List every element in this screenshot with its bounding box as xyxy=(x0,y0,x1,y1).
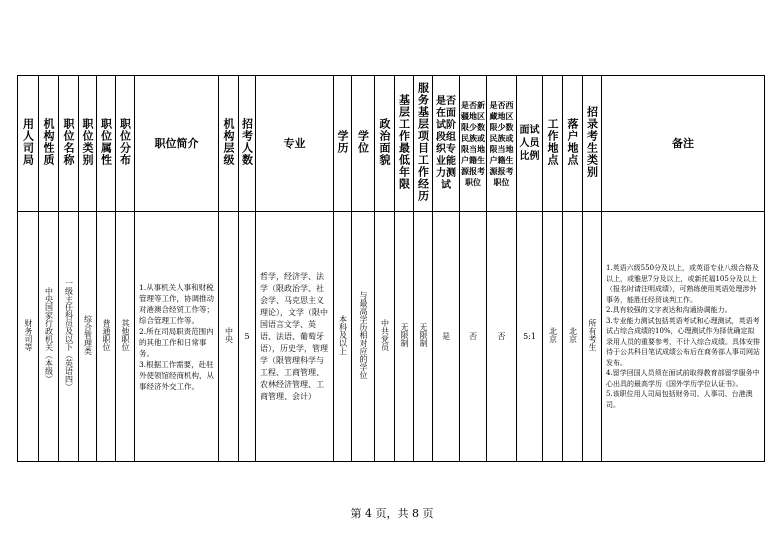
cell-text: 中共党员 xyxy=(380,319,390,351)
header-cell xyxy=(135,76,219,212)
header-label: 用人司局 xyxy=(21,118,35,166)
header-label: 职位简介 xyxy=(154,137,199,150)
header-cell xyxy=(97,76,116,212)
page-number: 第 4 页，共 8 页 xyxy=(350,507,434,520)
header-label: 面试人员比例 xyxy=(519,125,540,162)
header-cell xyxy=(334,76,352,212)
cell-text: 与最高学历相对应的学位 xyxy=(359,291,368,379)
cell-grassroots-experience xyxy=(414,212,433,462)
cell-position-attribute xyxy=(97,212,116,462)
header-label: 备注 xyxy=(672,137,694,150)
cell-department xyxy=(18,212,39,462)
cell-candidate-category xyxy=(583,212,602,462)
cell-text: 是 xyxy=(442,332,450,341)
header-label: 职位属性 xyxy=(99,118,113,166)
cell-text: 1.英语六级550分及以上，或英语专业八级合格及以上，或雅思7分及以上，或新托福105分及以上（报名时请注明成绩），可熟练使用英语处理涉外事务，能胜任经贸谈判工作。 2.具有较强的文字表达和沟通协调能力。 3.专业能力测试包括英语考试和心理测试，英语考试占综合成绩的10%，心理测试作为择优确定拟录用人员的重要参考，不计入综合成绩。具体安排待于公共科目笔试成绩公布后在商务部人事司网站发布。 4.留学回国人员须在面试前取得教育部留学服务中心出具的最高学历《国外学历学位认证书》。 5.该职位用人司局包括财务司、人事司、台港澳司。 xyxy=(606,264,760,409)
header-cell xyxy=(375,76,395,212)
header-label: 是否西藏地区限少数民族或限当地户籍生源报考职位 xyxy=(489,99,514,187)
header-cell xyxy=(39,76,59,212)
header-cell xyxy=(79,76,97,212)
header-label: 是否新疆地区限少数民族或限当地户籍生源报考职位 xyxy=(461,99,485,187)
cell-text: 1.从事机关人事和财税管理等工作，协调推动对港澳合经贸工作等；综合管理工作等。 2.所在司局职责范围内的其他工作和日常事务。 3.根据工作需要，赴驻外使领馆经商机构，从事经济外交工作。 xyxy=(139,282,214,391)
cell-position-description xyxy=(135,212,219,462)
header-cell xyxy=(18,76,39,212)
cell-text: 中央国家行政机关（本级） xyxy=(44,287,54,383)
header-cell xyxy=(517,76,543,212)
cell-position-name xyxy=(59,212,79,462)
header-cell xyxy=(460,76,487,212)
cell-text: 否 xyxy=(469,332,477,341)
header-cell xyxy=(543,76,563,212)
header-label: 职位名称 xyxy=(62,118,75,166)
cell-hukou-location xyxy=(563,212,583,462)
cell-text: 其他职位 xyxy=(121,319,130,351)
cell-text: 所有考生 xyxy=(588,319,597,351)
cell-text: 否 xyxy=(497,332,506,341)
header-row xyxy=(18,76,765,212)
cell-headcount xyxy=(239,212,256,462)
header-cell xyxy=(219,76,239,212)
header-cell xyxy=(487,76,517,212)
cell-min-grassroots-years xyxy=(395,212,414,462)
cell-text: 5:1 xyxy=(523,332,536,341)
header-label: 学位 xyxy=(356,130,370,154)
header-cell xyxy=(352,76,375,212)
cell-text: 5 xyxy=(244,332,250,341)
header-cell xyxy=(239,76,256,212)
header-cell xyxy=(563,76,583,212)
header-label: 招考人数 xyxy=(240,118,254,166)
cell-professional-test xyxy=(433,212,460,462)
cell-xinjiang-restriction xyxy=(460,212,487,462)
job-table xyxy=(17,75,765,462)
cell-text: 一级主任科员及以下（英语四） xyxy=(64,279,74,391)
header-cell xyxy=(583,76,602,212)
header-label: 政治面貌 xyxy=(378,118,391,166)
cell-text: 北京 xyxy=(568,327,578,343)
cell-position-distribution xyxy=(116,212,135,462)
header-cell xyxy=(395,76,414,212)
cell-text: 普通职位 xyxy=(102,319,111,351)
cell-position-category xyxy=(79,212,97,462)
header-label: 职位分布 xyxy=(118,118,132,166)
header-cell xyxy=(433,76,460,212)
cell-institution-type xyxy=(39,212,59,462)
cell-text: 财务司等 xyxy=(24,319,33,351)
header-label: 基层工作最低年限 xyxy=(397,94,411,190)
header-label: 专业 xyxy=(283,137,306,150)
header-label: 机构性质 xyxy=(42,118,55,166)
header-cell xyxy=(256,76,334,212)
header-label: 职位类别 xyxy=(81,118,94,166)
header-cell xyxy=(59,76,79,212)
cell-text: 无限制 xyxy=(419,323,428,347)
cell-institution-level xyxy=(219,212,239,462)
header-cell xyxy=(116,76,135,212)
cell-political-status xyxy=(375,212,395,462)
cell-major xyxy=(256,212,334,462)
header-label: 服务基层项目工作经历 xyxy=(416,82,430,202)
cell-education xyxy=(334,212,352,462)
cell-text: 本科及以上 xyxy=(338,315,348,355)
cell-text: 哲学，经济学、法学（限政治学、社会学、马克思主义理论），文学（限中国语言文学、英语、法语、葡萄牙语），历史学，管理学（限管理科学与工程、工商管理、农林经济管理、工商管理、会计） xyxy=(260,271,328,401)
header-label: 学历 xyxy=(336,130,349,154)
header-label: 招录考生类别 xyxy=(585,106,599,178)
header-label: 机构层级 xyxy=(222,118,235,166)
cell-degree xyxy=(352,212,375,462)
cell-text: 无限制 xyxy=(400,323,409,347)
table-row xyxy=(18,212,765,462)
header-cell xyxy=(602,76,765,212)
cell-tibet-restriction xyxy=(487,212,517,462)
cell-text: 中央 xyxy=(224,327,234,343)
header-label: 是否在面试阶段组织专业能力测试 xyxy=(436,95,456,191)
cell-remarks xyxy=(602,212,765,462)
header-label: 工作地点 xyxy=(546,118,559,166)
cell-interview-ratio xyxy=(517,212,543,462)
header-cell xyxy=(414,76,433,212)
cell-text: 北京 xyxy=(548,327,558,343)
cell-text: 综合管理类 xyxy=(83,315,93,355)
header-label: 落户地点 xyxy=(566,118,579,166)
cell-work-location xyxy=(543,212,563,462)
